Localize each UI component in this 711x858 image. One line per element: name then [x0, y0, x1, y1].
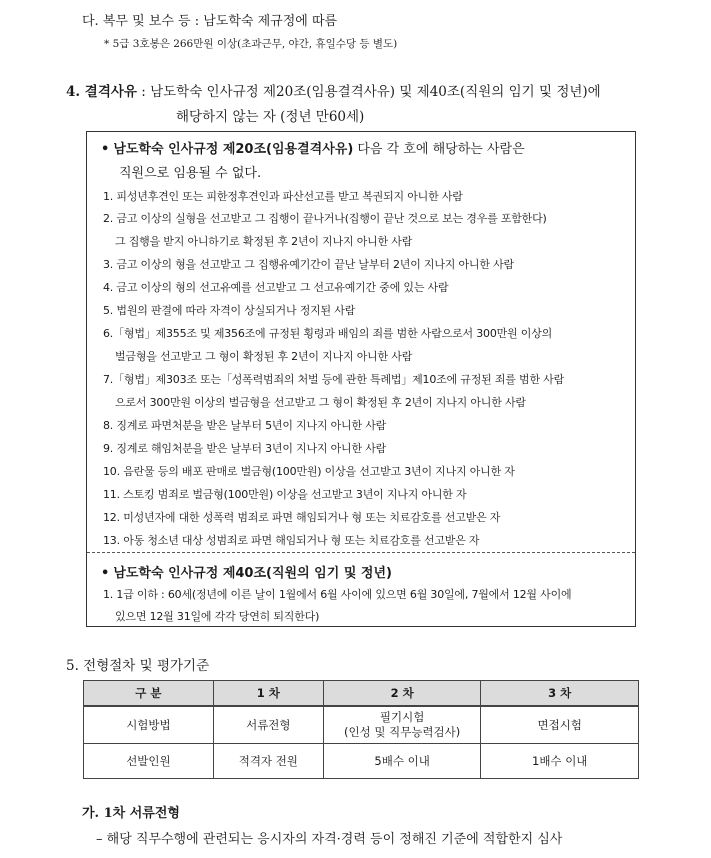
list-item: 13. 아동 청소년 대상 성범죄로 파면 해임되거나 형 또는 치료감호를 선고받은 자: [103, 534, 480, 547]
list-item: 10. 음란물 등의 배포 판매로 벌금형(100만원) 이상을 선고받고 3년이 지나지 아니한 자: [103, 465, 515, 478]
table-cell: 면접시험: [481, 706, 639, 744]
disqualification-box: [86, 131, 636, 627]
bullet-icon: •: [101, 142, 110, 157]
table-header-cell: 2 차: [323, 681, 481, 707]
list-item: 7.「형법」제303조 또는「성폭력범죄의 처벌 등에 관한 특례법」제10조에 규정된 죄를 범한 사람: [103, 373, 565, 386]
table-cell: 선발인원: [84, 744, 214, 779]
subsection-ga-desc: – 해당 직무수행에 관련되는 응시자의 자격·경력 등이 정해진 기준에 적합한지 심사: [96, 832, 563, 847]
table-cell: [323, 706, 481, 744]
list-item: 5. 법원의 판결에 따라 자격이 상실되거나 정지된 사람: [103, 304, 356, 317]
table-cell: 적격자 전원: [213, 744, 323, 779]
list-item: 2. 금고 이상의 실형을 선고받고 그 집행이 끝나거나(집행이 끝난 것으로 보는 경우를 포함한다): [103, 212, 547, 225]
rule40-title: [101, 562, 392, 581]
table-row: [84, 706, 639, 744]
section-4-text: : 남도학숙 인사규정 제20조(임용결격사유) 및 제40조(직원의 임기 및 정년)에: [136, 84, 601, 100]
list-item: 그 집행을 받지 아니하기로 확정된 후 2년이 지나지 아니한 사람: [115, 235, 413, 248]
list-item: 8. 징계로 파면처분을 받은 날부터 5년이 지나지 아니한 사람: [103, 419, 387, 432]
table-cell: 시험방법: [84, 706, 214, 744]
rule20-title-rest: 다음 각 호에 해당하는 사람은: [353, 142, 525, 157]
rule20-line2: 직원으로 임용될 수 없다.: [119, 166, 262, 181]
table-cell-main: 필기시험: [379, 710, 425, 724]
bullet-icon: •: [101, 566, 110, 581]
table-header-row: [84, 681, 639, 707]
list-item: 3. 금고 이상의 형을 선고받고 그 집행유예기간이 끝난 날부터 2년이 지나지 아니한 사람: [103, 258, 514, 271]
table-cell: 1배수 이내: [481, 744, 639, 779]
table-header-cell: 3 차: [481, 681, 639, 707]
table-row: [84, 744, 639, 779]
table-cell-sub: (인성 및 직무능력검사): [343, 725, 461, 739]
section-5-heading: 5. 전형절차 및 평가기준: [66, 658, 210, 674]
list-item: 1. 피성년후견인 또는 피한정후견인과 파산선고를 받고 복권되지 아니한 사람: [103, 190, 463, 203]
table-cell: 서류전형: [213, 706, 323, 744]
list-item: 벌금형을 선고받고 그 형이 확정된 후 2년이 지나지 아니한 사람: [115, 350, 413, 363]
box-divider: [87, 552, 635, 553]
list-item: 11. 스토킹 범죄로 벌금형(100만원) 이상을 선고받고 3년이 지나지 아니한 자: [103, 488, 467, 501]
subsection-ga-title: 가. 1차 서류전형: [82, 806, 180, 821]
evaluation-table: [83, 680, 639, 779]
list-item: 으로서 300만원 이상의 벌금형을 선고받고 그 형이 확정된 후 2년이 지나지 아니한 사람: [115, 396, 526, 409]
section-4-heading: [66, 80, 601, 100]
section-da-title: 다. 복무 및 보수 등 : 남도학숙 제규정에 따름: [82, 14, 338, 29]
list-item: 9. 징계로 해임처분을 받은 날부터 3년이 지나지 아니한 사람: [103, 442, 387, 455]
rule20-title: [101, 138, 525, 157]
rule40-title-bold: 남도학숙 인사규정 제40조(직원의 임기 및 정년): [113, 566, 392, 581]
list-item: 6.「형법」제355조 및 제356조에 규정된 횡령과 배임의 죄를 범한 사람으로서 300만원 이상의: [103, 327, 553, 340]
table-header-cell: 구 분: [84, 681, 214, 707]
list-item: 1. 1급 이하 : 60세(정년에 이른 날이 1월에서 6월 사이에 있으면 6월 30일에, 7월에서 12월 사이에: [103, 588, 572, 601]
section-4-heading-cont: 해당하지 않는 자 (정년 만60세): [176, 109, 365, 125]
list-item: 12. 미성년자에 대한 성폭력 범죄로 파면 해임되거나 형 또는 치료감호를 선고받은 자: [103, 511, 501, 524]
rule20-title-bold: 남도학숙 인사규정 제20조(임용결격사유): [113, 142, 354, 157]
salary-note: * 5급 3호봉은 266만원 이상(초과근무, 야간, 휴일수당 등 별도): [104, 38, 398, 50]
list-item: 4. 금고 이상의 형의 선고유예를 선고받고 그 선고유예기간 중에 있는 사람: [103, 281, 449, 294]
table-header-cell: 1 차: [213, 681, 323, 707]
list-item: 있으면 12월 31일에 각각 당연히 퇴직한다): [115, 610, 320, 623]
section-4-label: 4. 결격사유: [66, 84, 137, 100]
table-cell: 5배수 이내: [323, 744, 481, 779]
